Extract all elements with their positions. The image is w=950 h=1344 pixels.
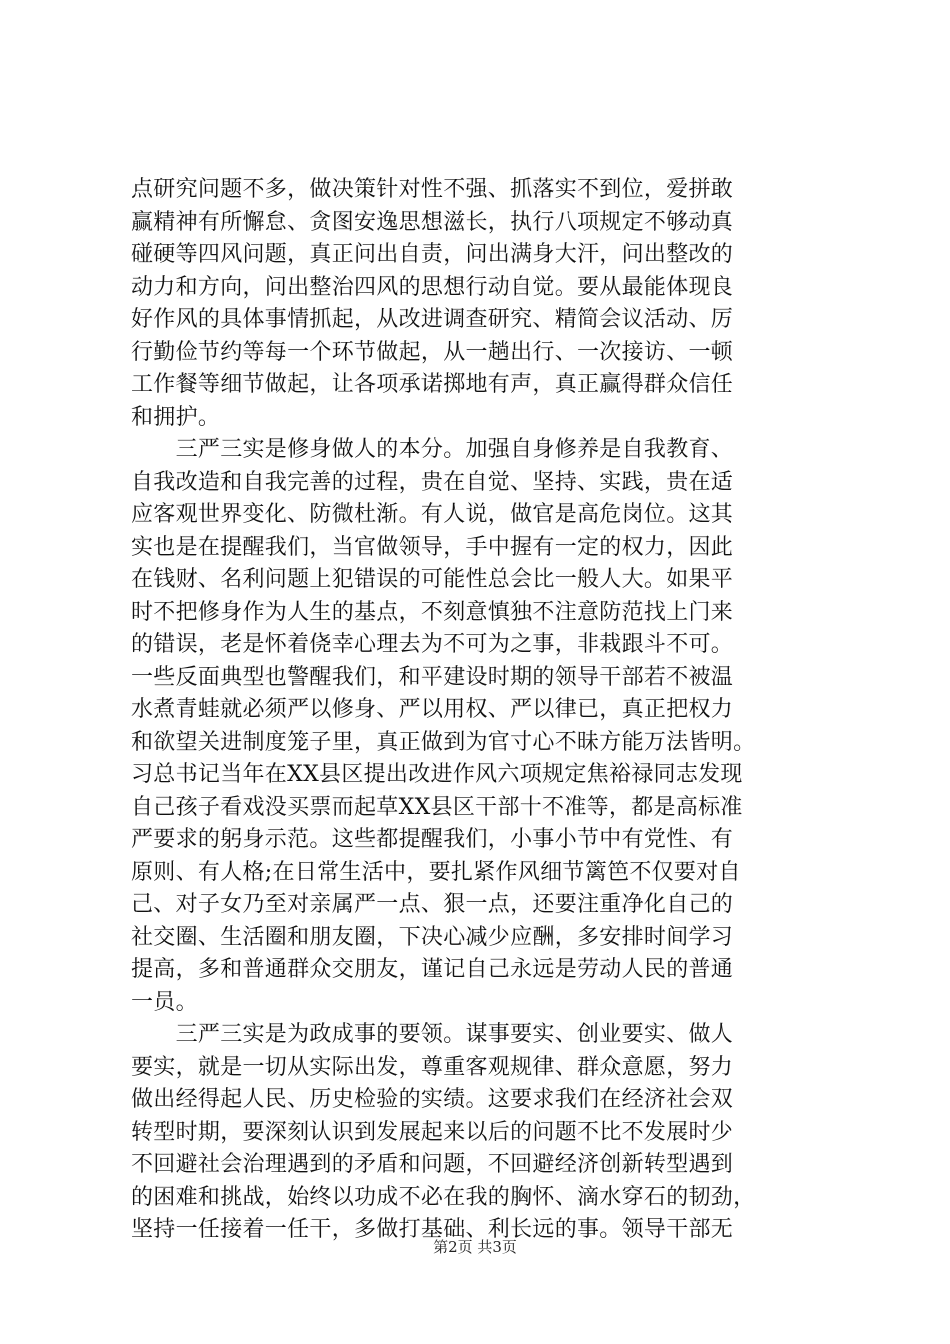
text-line: 三严三实是为政成事的要领。谋事要实、创业要实、做人 [131, 1022, 734, 1047]
text-line: 动力和方向，问出整治四风的思想行动自觉。要从最能体现良 [131, 274, 734, 300]
text-line: 的错误，老是怀着侥幸心理去为不可为之事，非栽跟斗不可。 [131, 632, 734, 657]
page-footer: 第2页 共3页 [433, 1238, 517, 1256]
text-line: 严要求的躬身示范。这些都提醒我们，小事小节中有党性、有 [131, 827, 734, 852]
text-line: 点研究问题不多，做决策针对性不强、抓落实不到位，爱拼敢 [131, 177, 734, 202]
text-line: 行勤俭节约等每一个环节做起，从一趟出行、一次接访、一顿 [131, 339, 734, 365]
text-line: 坚持一任接着一任干，多做打基础、利长远的事。领导干部无 [131, 1217, 734, 1242]
text-line: 自己孩子看戏没买票而起草XX县区干部十不准等，都是高标准 [131, 794, 743, 820]
text-line: 工作餐等细节做起，让各项承诺掷地有声，真正赢得群众信任 [131, 372, 734, 397]
text-line: 水煮青蛙就必须严以修身、严以用权、严以律已，真正把权力 [131, 697, 734, 722]
text-line: 要实，就是一切从实际出发，尊重客观规律、群众意愿，努力 [131, 1054, 734, 1080]
text-line: 应客观世界变化、防微杜渐。有人说，做官是高危岗位。这其 [131, 502, 734, 527]
text-line: 和欲望关进制度笼子里，真正做到为官寸心不昧方能万法皆明。 [131, 729, 756, 755]
text-line: 一些反面典型也警醒我们，和平建设时期的领导干部若不被温 [131, 664, 734, 690]
body-text [131, 174, 831, 1247]
text-line: 赢精神有所懈怠、贪图安逸思想滋长，执行八项规定不够动真 [131, 209, 734, 235]
text-line: 的困难和挑战，始终以功成不必在我的胸怀、滴水穿石的韧劲， [131, 1184, 756, 1210]
text-line: 好作风的具体事情抓起，从改进调查研究、精简会议活动、厉 [131, 307, 734, 332]
text-line: 己、对子女乃至对亲属严一点、狠一点，还要注重净化自己的 [131, 892, 734, 917]
text-line: 自我改造和自我完善的过程，贵在自觉、坚持、实践，贵在适 [131, 469, 734, 495]
text-line: 碰硬等四风问题，真正问出自责，问出满身大汗，问出整改的 [131, 242, 734, 267]
text-line: 做出经得起人民、历史检验的实绩。这要求我们在经济社会双 [131, 1087, 734, 1112]
text-line: 提高，多和普通群众交朋友，谨记自己永远是劳动人民的普通 [131, 957, 734, 982]
text-line: 一员。 [131, 989, 198, 1015]
text-line: 时不把修身作为人生的基点，不刻意慎独不注意防范找上门来 [131, 599, 734, 625]
text-line: 社交圈、生活圈和朋友圈，下决心减少应酬，多安排时间学习 [131, 924, 734, 950]
text-line: 在钱财、名利问题上犯错误的可能性总会比一般人大。如果平 [131, 567, 734, 592]
text-line: 实也是在提醒我们，当官做领导，手中握有一定的权力，因此 [131, 534, 734, 560]
text-line: 原则、有人格;在日常生活中，要扎紧作风细节篱笆不仅要对自 [131, 859, 741, 885]
text-line: 习总书记当年在XX县区提出改进作风六项规定焦裕禄同志发现 [131, 762, 743, 787]
text-line: 三严三实是修身做人的本分。加强自身修养是自我教育、 [131, 437, 734, 462]
text-line: 不回避社会治理遇到的矛盾和问题，不回避经济创新转型遇到 [131, 1152, 734, 1177]
text-line: 和拥护。 [131, 404, 221, 430]
text-line: 转型时期，要深刻认识到发展起来以后的问题不比不发展时少 [131, 1119, 734, 1145]
